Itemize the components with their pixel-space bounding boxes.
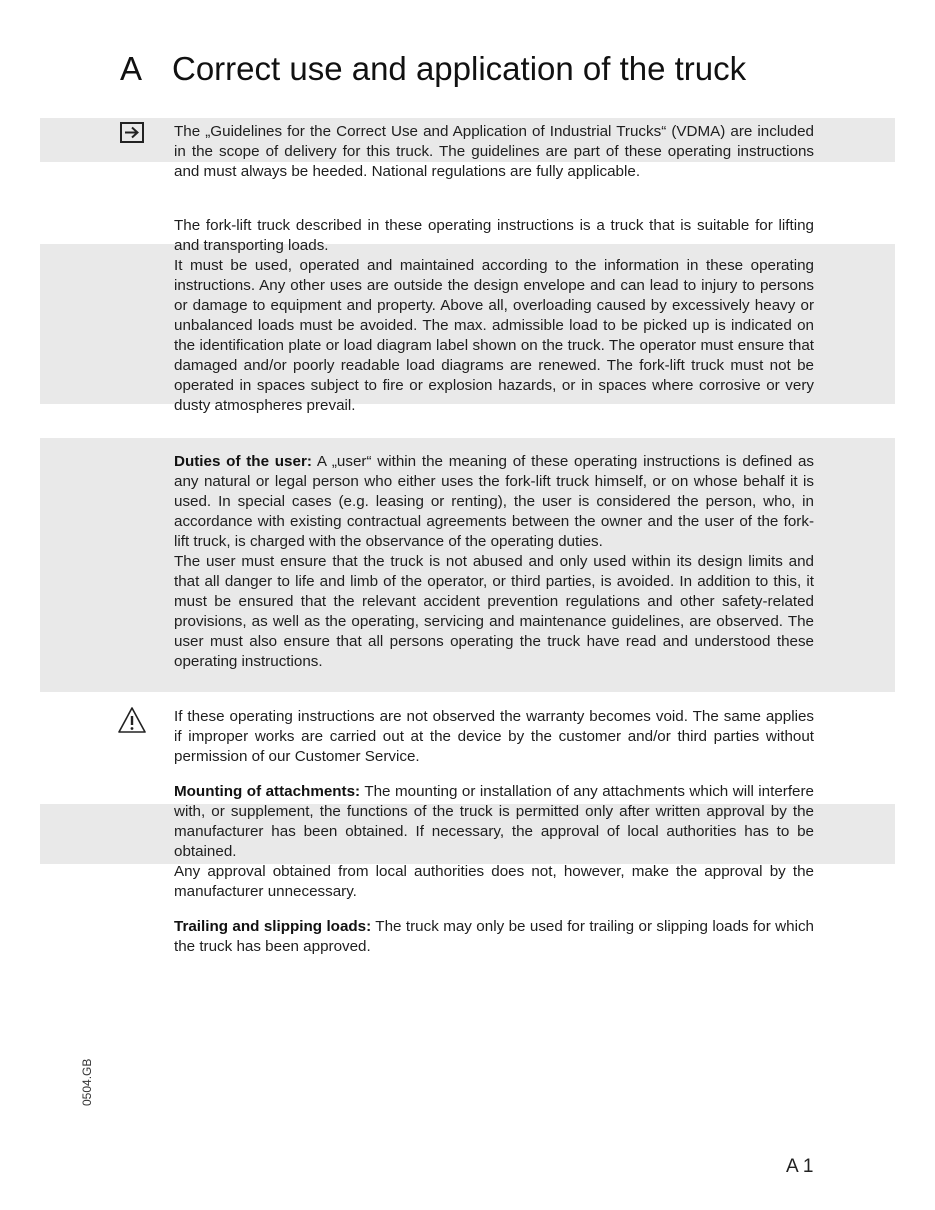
intro-section (174, 216, 814, 416)
duties-heading: Duties of the user: (174, 453, 312, 470)
chapter-letter: A (120, 50, 143, 87)
chapter-title: Correct use and application of the truck (172, 50, 747, 87)
guidelines-note: The „Guidelines for the Correct Use and Application of Industrial Trucks“ (VDMA) are included in the scope of delivery for this truck. The guidelines are part of these operating instructions and must always be heeded. National regulations are fully applicable. (174, 123, 814, 180)
intro-paragraph-2: It must be used, operated and maintained according to the information in these operating instructions. Any other uses are outside the design envelope and can lead to injury to persons or damage to equipment and property. Above all, overloading caused by excessively heavy or unbalanced loads must be avoided. The max. admissible load to be picked up is indicated on the identification plate or load diagram label shown on the truck. The operator must ensure that damaged and/or poorly readable load diagrams are renewed. The fork-lift truck must not be operated in spaces subject to fire or explosion hazards, or in spaces where corrosive or very dusty atmospheres prevail. (174, 257, 814, 414)
warranty-warning: If these operating instructions are not observed the warranty becomes void. The same applies if improper works are carried out at the device by the customer and/or third parties without permission of our Customer Service. (174, 708, 814, 765)
document-code: 0504.GB (80, 1058, 94, 1106)
duties-paragraph-1 (174, 452, 814, 552)
duties-section (174, 452, 814, 672)
warning-triangle-icon (117, 706, 147, 734)
trailing-section (174, 917, 814, 957)
trailing-heading: Trailing and slipping loads: (174, 918, 372, 935)
attachments-text-1: The mounting or installation of any attachments which will interfere with, or supplement, the functions of the truck is permitted only after written approval by the manufacturer has been obtained. If necessary, the approval of local authorities has to be obtained. (174, 783, 815, 860)
page-title (120, 50, 746, 88)
arrow-right-box-icon (120, 122, 144, 143)
intro-paragraph-1: The fork-lift truck described in these operating instructions is a truck that is suitable for lifting and transporting loads. (174, 217, 814, 254)
trailing-text: The truck may only be used for trailing or slipping loads for which the truck has been approved. (174, 918, 814, 955)
page-number: A 1 (786, 1156, 814, 1177)
duties-paragraph-2: The user must ensure that the truck is not abused and only used within its design limits and that all danger to life and limb of the operator, or third parties, is avoided. In addition to this, it must be ensured that the relevant accident prevention regulations and other safety-related provisions, as well as the operating, servicing and maintenance guidelines, are observed. The user must also ensure that all persons operating the truck have read and understood these operating instructions. (174, 553, 814, 670)
duties-text-1: A „user“ within the meaning of these operating instructions is defined as any natural or legal person who either uses the fork-lift truck himself, or on whose behalf it is used. In special cases (e.g. leasing or renting), the user is considered the person, who, in accordance with existing contractual agreements between the owner and the user of the fork-lift truck, is charged with the observance of the operating duties. (174, 453, 814, 550)
attachments-heading: Mounting of attachments: (174, 783, 361, 800)
attachments-paragraph-2: Any approval obtained from local authorities does not, however, make the approval by the manufacturer unnecessary. (174, 863, 814, 900)
attachments-section (174, 782, 814, 902)
attachments-paragraph-1 (174, 782, 814, 862)
